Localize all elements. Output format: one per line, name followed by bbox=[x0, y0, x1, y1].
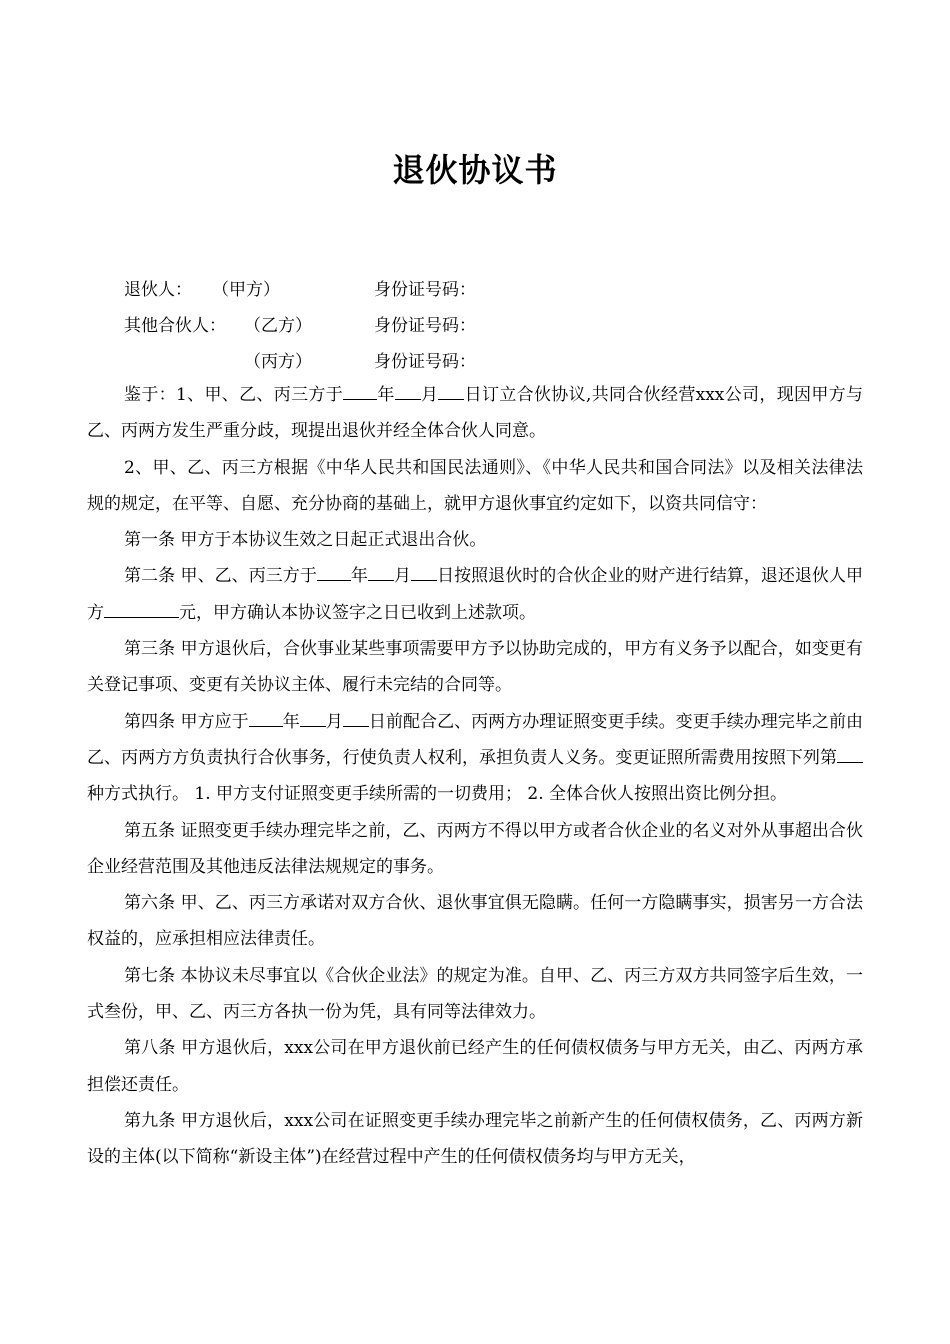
article-9: 第九条 甲方退伙后，xxx公司在证照变更手续办理完毕之前新产生的任何债权债务，乙、丙两方新设的主体(以下简称“新设主体”)在经营过程中产生的任何债权债务均与甲方无关， bbox=[87, 1110, 863, 1168]
document-title: 退伙协议书 bbox=[392, 151, 558, 189]
article-7: 第七条 本协议未尽事宜以《合伙企业法》的规定为准。自甲、乙、丙三方双方共同签字后生效，一式叁份，甲、乙、丙三方各执一份为凭，具有同等法律效力。 bbox=[87, 965, 863, 1023]
party-role: （甲方） bbox=[212, 280, 280, 300]
date-blank bbox=[411, 562, 437, 581]
date-blank bbox=[317, 562, 351, 581]
party-role: （丙方） bbox=[244, 352, 312, 372]
article-2: 第二条 甲、乙、丙三方于 年 月 日按照退伙时的合伙企业的财产进行结算，退还退伙人甲方 元，甲方确认本协议签字之日已收到上述款项。 bbox=[87, 558, 863, 631]
paragraph-recital-2: 2、甲、乙、丙三方根据《中华人民共和国民法通则》、《中华人民共和国合同法》以及相关法律法规的规定，在平等、自愿、充分协商的基础上，就甲方退伙事宜约定如下，以资共同信守： bbox=[87, 457, 863, 514]
date-blank bbox=[249, 708, 283, 727]
article-1: 第一条 甲方于本协议生效之日起正式退出合伙。 bbox=[124, 530, 487, 551]
article-6: 第六条 甲、乙、丙三方承诺对双方合伙、退伙事宜俱无隐瞒。任何一方隐瞒事实，损害另一方合法权益的，应承担相应法律责任。 bbox=[87, 893, 863, 950]
article-8: 第八条 甲方退伙后，xxx公司在甲方退伙前已经产生的任何债权债务与甲方无关，由乙、丙两方承担偿还责任。 bbox=[87, 1038, 863, 1095]
party-row-other-partner-b bbox=[124, 308, 844, 344]
party-role: （乙方） bbox=[244, 316, 312, 336]
agreement-body bbox=[87, 377, 863, 1176]
party-row-withdrawer bbox=[124, 272, 844, 308]
article-5: 第五条 证照变更手续办理完毕之前，乙、丙两方不得以甲方或者合伙企业的名义对外从事超出合伙企业经营范围及其他违反法律法规规定的事务。 bbox=[87, 820, 863, 877]
party-row-other-partner-c bbox=[124, 344, 844, 380]
date-blank bbox=[300, 708, 326, 727]
date-blank bbox=[343, 708, 369, 727]
party-label: 退伙人： bbox=[124, 280, 192, 300]
date-blank bbox=[368, 562, 394, 581]
date-blank bbox=[343, 381, 377, 400]
party-label: 其他合伙人： bbox=[124, 316, 226, 336]
amount-blank bbox=[104, 599, 179, 618]
id-number-label: 身份证号码： bbox=[374, 352, 476, 372]
id-number-label: 身份证号码： bbox=[374, 280, 476, 300]
parties-block bbox=[124, 272, 844, 380]
paragraph-recital-1: 鉴于：1、甲、乙、丙三方于 年 月 日订立合伙协议,共同合伙经营xxx公司，现因甲方与乙、丙两方发生严重分歧，现提出退伙并经全体合伙人同意。 bbox=[87, 377, 863, 450]
date-blank bbox=[438, 381, 464, 400]
date-blank bbox=[395, 381, 421, 400]
article-3: 第三条 甲方退伙后，合伙事业某些事项需要甲方予以协助完成的，甲方有义务予以配合，如变更有关登记事项、变更有关协议主体、履行未完结的合同等。 bbox=[87, 639, 863, 696]
option-blank bbox=[837, 744, 863, 763]
id-number-label: 身份证号码： bbox=[374, 316, 476, 336]
article-4: 第四条 甲方应于 年 月 日前配合乙、丙两方办理证照变更手续。变更手续办理完毕之前由乙、丙两方方负责执行合伙事务，行使负责人权利，承担负责人义务。变更证照所需费用按照下列第种方式执行。 1. 甲方支付证照变更手续所需的一切费用； 2. 全体合伙人按照出资比例分担。 bbox=[87, 704, 863, 813]
